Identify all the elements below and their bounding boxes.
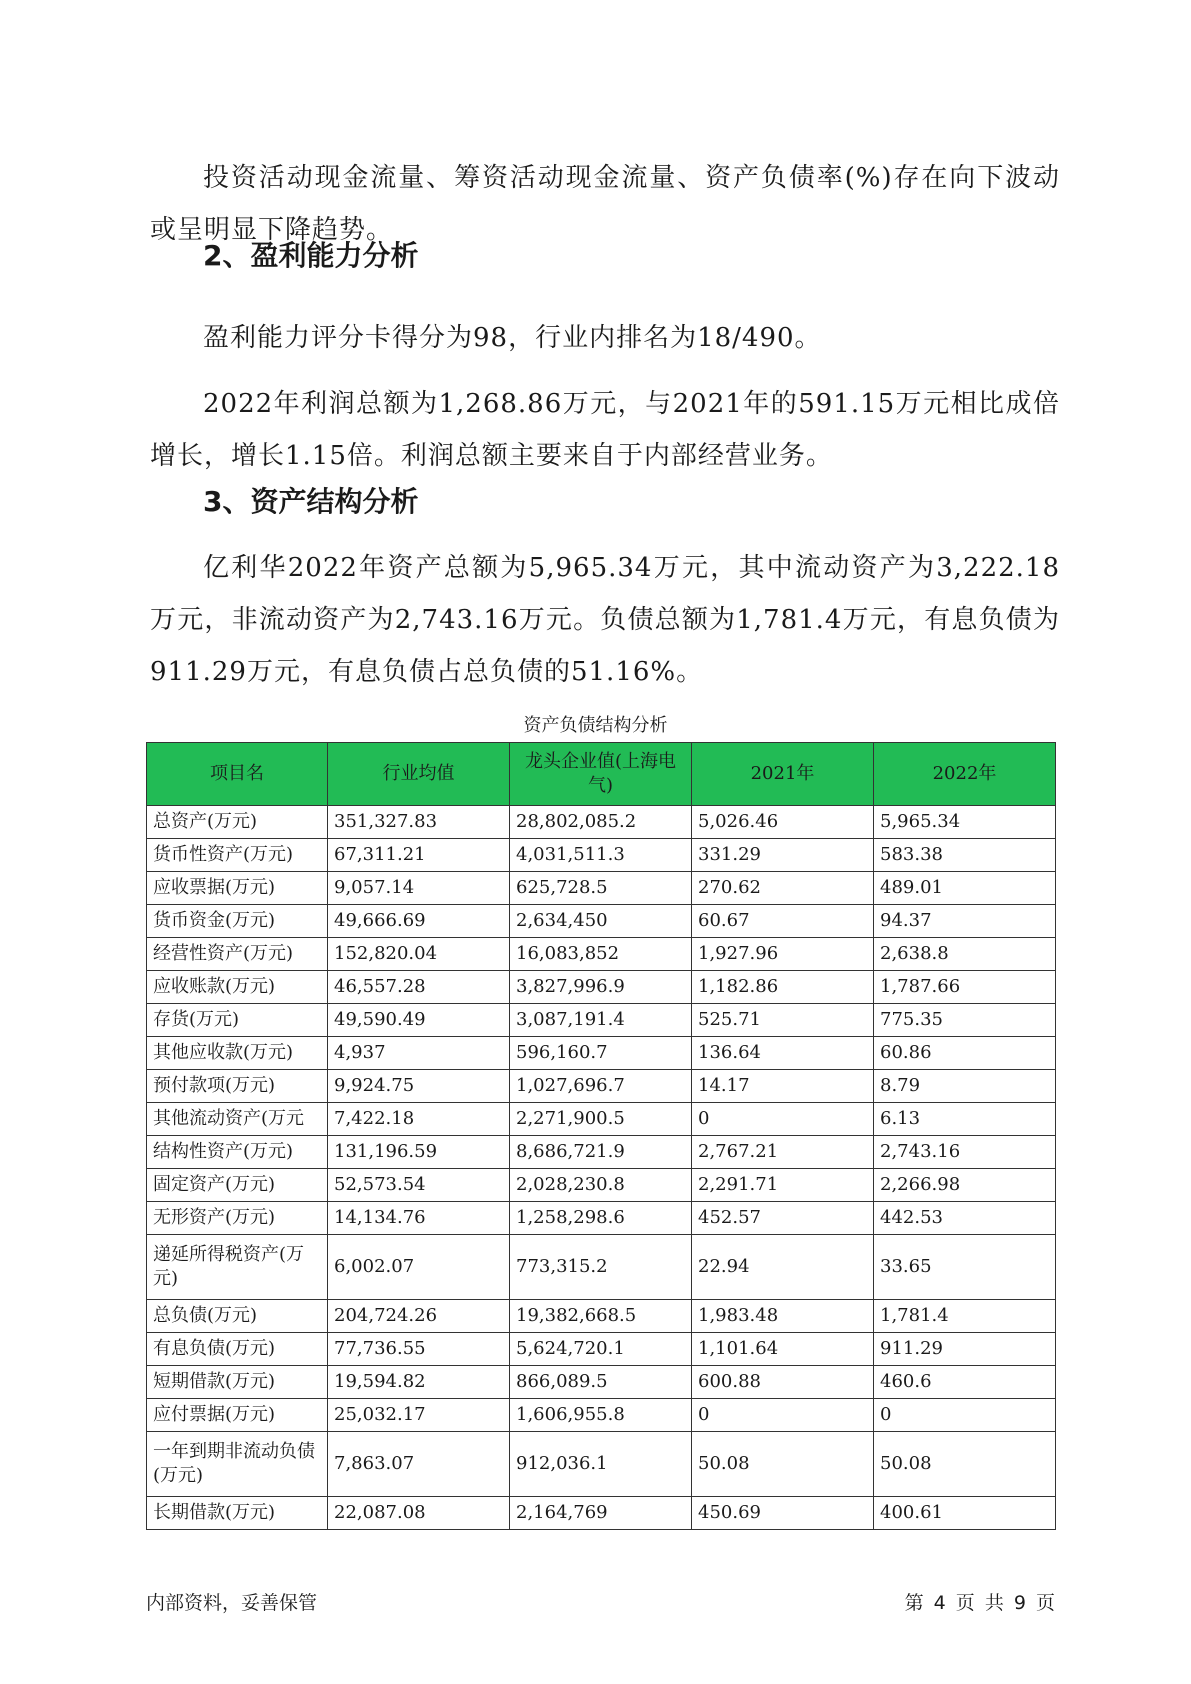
table-cell: 596,160.7	[510, 1037, 692, 1070]
table-cell: 775.35	[874, 1004, 1056, 1037]
table-row	[147, 1037, 1056, 1070]
row-item-name: 货币性资产(万元)	[147, 839, 328, 872]
table-cell: 452.57	[692, 1202, 874, 1235]
table-cell: 9,057.14	[328, 872, 510, 905]
table-cell: 5,026.46	[692, 806, 874, 839]
table-cell: 136.64	[692, 1037, 874, 1070]
header-2021: 2021年	[692, 743, 874, 806]
table-row	[147, 1399, 1056, 1432]
table-cell: 14,134.76	[328, 1202, 510, 1235]
table-cell: 1,182.86	[692, 971, 874, 1004]
table-cell: 7,863.07	[328, 1432, 510, 1497]
footer-page-number: 第 4 页 共 9 页	[904, 1592, 1055, 1614]
table-cell: 400.61	[874, 1497, 1056, 1530]
table-row	[147, 971, 1056, 1004]
paragraph-profit-total: 2022年利润总额为1,268.86万元，与2021年的591.15万元相比成倍增长，增长1.15倍。利润总额主要来自于内部经营业务。	[150, 389, 1060, 471]
table-cell: 2,743.16	[874, 1136, 1056, 1169]
table-row	[147, 872, 1056, 905]
table-row	[147, 1004, 1056, 1037]
heading-profitability: 2、盈利能力分析	[203, 239, 419, 272]
table-cell: 16,083,852	[510, 938, 692, 971]
table-cell: 46,557.28	[328, 971, 510, 1004]
table-cell: 1,781.4	[874, 1300, 1056, 1333]
table-cell: 2,028,230.8	[510, 1169, 692, 1202]
row-item-name: 固定资产(万元)	[147, 1169, 328, 1202]
table-header-row	[147, 743, 1056, 806]
table-row	[147, 938, 1056, 971]
table-cell: 583.38	[874, 839, 1056, 872]
table-cell: 1,027,696.7	[510, 1070, 692, 1103]
paragraph-profit-score: 盈利能力评分卡得分为98，行业内排名为18/490。	[203, 323, 822, 353]
table-cell: 8.79	[874, 1070, 1056, 1103]
table-cell: 3,827,996.9	[510, 971, 692, 1004]
table-cell: 22,087.08	[328, 1497, 510, 1530]
table-row	[147, 905, 1056, 938]
table-cell: 204,724.26	[328, 1300, 510, 1333]
table-row	[147, 1432, 1056, 1497]
row-item-name: 应付票据(万元)	[147, 1399, 328, 1432]
row-item-name: 其他应收款(万元)	[147, 1037, 328, 1070]
header-leader-value: 龙头企业值(上海电气)	[510, 743, 692, 806]
table-cell: 25,032.17	[328, 1399, 510, 1432]
table-cell: 2,634,450	[510, 905, 692, 938]
table-cell: 50.08	[874, 1432, 1056, 1497]
row-item-name: 总负债(万元)	[147, 1300, 328, 1333]
table-cell: 600.88	[692, 1366, 874, 1399]
table-row	[147, 806, 1056, 839]
header-2022: 2022年	[874, 743, 1056, 806]
table-cell: 50.08	[692, 1432, 874, 1497]
table-row	[147, 1300, 1056, 1333]
table-row	[147, 1202, 1056, 1235]
table-cell: 2,266.98	[874, 1169, 1056, 1202]
row-item-name: 总资产(万元)	[147, 806, 328, 839]
table-cell: 1,258,298.6	[510, 1202, 692, 1235]
table-row	[147, 1366, 1056, 1399]
table-row	[147, 1333, 1056, 1366]
table-cell: 912,036.1	[510, 1432, 692, 1497]
table-row	[147, 1497, 1056, 1530]
table-cell: 0	[692, 1103, 874, 1136]
row-item-name: 长期借款(万元)	[147, 1497, 328, 1530]
row-item-name: 结构性资产(万元)	[147, 1136, 328, 1169]
table-cell: 866,089.5	[510, 1366, 692, 1399]
table-cell: 1,606,955.8	[510, 1399, 692, 1432]
table-cell: 625,728.5	[510, 872, 692, 905]
heading-asset-structure: 3、资产结构分析	[203, 485, 419, 518]
table-cell: 911.29	[874, 1333, 1056, 1366]
table-cell: 3,087,191.4	[510, 1004, 692, 1037]
table-cell: 5,624,720.1	[510, 1333, 692, 1366]
table-cell: 33.65	[874, 1235, 1056, 1300]
table-row	[147, 1169, 1056, 1202]
table-cell: 6,002.07	[328, 1235, 510, 1300]
table-cell: 2,271,900.5	[510, 1103, 692, 1136]
table-caption: 资产负债结构分析	[523, 715, 668, 736]
table-cell: 270.62	[692, 872, 874, 905]
header-item-name: 项目名	[147, 743, 328, 806]
table-cell: 2,767.21	[692, 1136, 874, 1169]
table-cell: 442.53	[874, 1202, 1056, 1235]
row-item-name: 有息负债(万元)	[147, 1333, 328, 1366]
table-cell: 0	[874, 1399, 1056, 1432]
table-cell: 525.71	[692, 1004, 874, 1037]
table-cell: 9,924.75	[328, 1070, 510, 1103]
table-cell: 489.01	[874, 872, 1056, 905]
paragraph-asset-summary: 亿利华2022年资产总额为5,965.34万元，其中流动资产为3,222.18万元，非流动资产为2,743.16万元。负债总额为1,781.4万元，有息负债为911.29万元，有息负债占总负债的51.16%。	[150, 553, 1060, 687]
table-cell: 49,590.49	[328, 1004, 510, 1037]
table-cell: 460.6	[874, 1366, 1056, 1399]
table-cell: 6.13	[874, 1103, 1056, 1136]
table-cell: 2,291.71	[692, 1169, 874, 1202]
table-cell: 1,787.66	[874, 971, 1056, 1004]
table-cell: 131,196.59	[328, 1136, 510, 1169]
row-item-name: 货币资金(万元)	[147, 905, 328, 938]
table-cell: 60.67	[692, 905, 874, 938]
row-item-name: 预付款项(万元)	[147, 1070, 328, 1103]
table-cell: 1,983.48	[692, 1300, 874, 1333]
table-cell: 22.94	[692, 1235, 874, 1300]
table-cell: 8,686,721.9	[510, 1136, 692, 1169]
row-item-name: 存货(万元)	[147, 1004, 328, 1037]
row-item-name: 其他流动资产(万元	[147, 1103, 328, 1136]
table-cell: 2,638.8	[874, 938, 1056, 971]
balance-structure-table	[146, 742, 1056, 1530]
row-item-name: 一年到期非流动负债(万元)	[147, 1432, 328, 1497]
table-cell: 67,311.21	[328, 839, 510, 872]
table-cell: 19,594.82	[328, 1366, 510, 1399]
table-cell: 19,382,668.5	[510, 1300, 692, 1333]
row-item-name: 无形资产(万元)	[147, 1202, 328, 1235]
row-item-name: 短期借款(万元)	[147, 1366, 328, 1399]
table-cell: 773,315.2	[510, 1235, 692, 1300]
table-cell: 450.69	[692, 1497, 874, 1530]
row-item-name: 经营性资产(万元)	[147, 938, 328, 971]
table-cell: 152,820.04	[328, 938, 510, 971]
table-row	[147, 1235, 1056, 1300]
row-item-name: 递延所得税资产(万元)	[147, 1235, 328, 1300]
table-cell: 94.37	[874, 905, 1056, 938]
table-cell: 14.17	[692, 1070, 874, 1103]
table-cell: 28,802,085.2	[510, 806, 692, 839]
table-cell: 52,573.54	[328, 1169, 510, 1202]
table-cell: 77,736.55	[328, 1333, 510, 1366]
row-item-name: 应收账款(万元)	[147, 971, 328, 1004]
table-cell: 5,965.34	[874, 806, 1056, 839]
table-cell: 331.29	[692, 839, 874, 872]
header-industry-avg: 行业均值	[328, 743, 510, 806]
table-row	[147, 1070, 1056, 1103]
table-cell: 7,422.18	[328, 1103, 510, 1136]
table-cell: 0	[692, 1399, 874, 1432]
table-row	[147, 1136, 1056, 1169]
table-row	[147, 839, 1056, 872]
table-cell: 2,164,769	[510, 1497, 692, 1530]
table-cell: 4,937	[328, 1037, 510, 1070]
row-item-name: 应收票据(万元)	[147, 872, 328, 905]
table-row	[147, 1103, 1056, 1136]
table-cell: 351,327.83	[328, 806, 510, 839]
table-cell: 60.86	[874, 1037, 1056, 1070]
table-cell: 4,031,511.3	[510, 839, 692, 872]
table-cell: 1,927.96	[692, 938, 874, 971]
table-body	[147, 806, 1056, 1530]
footer-confidential: 内部资料，妥善保管	[146, 1592, 318, 1614]
table-cell: 1,101.64	[692, 1333, 874, 1366]
paragraph-cashflow-trend: 投资活动现金流量、筹资活动现金流量、资产负债率(%)存在向下波动或呈明显下降趋势。	[150, 163, 1060, 245]
table-cell: 49,666.69	[328, 905, 510, 938]
